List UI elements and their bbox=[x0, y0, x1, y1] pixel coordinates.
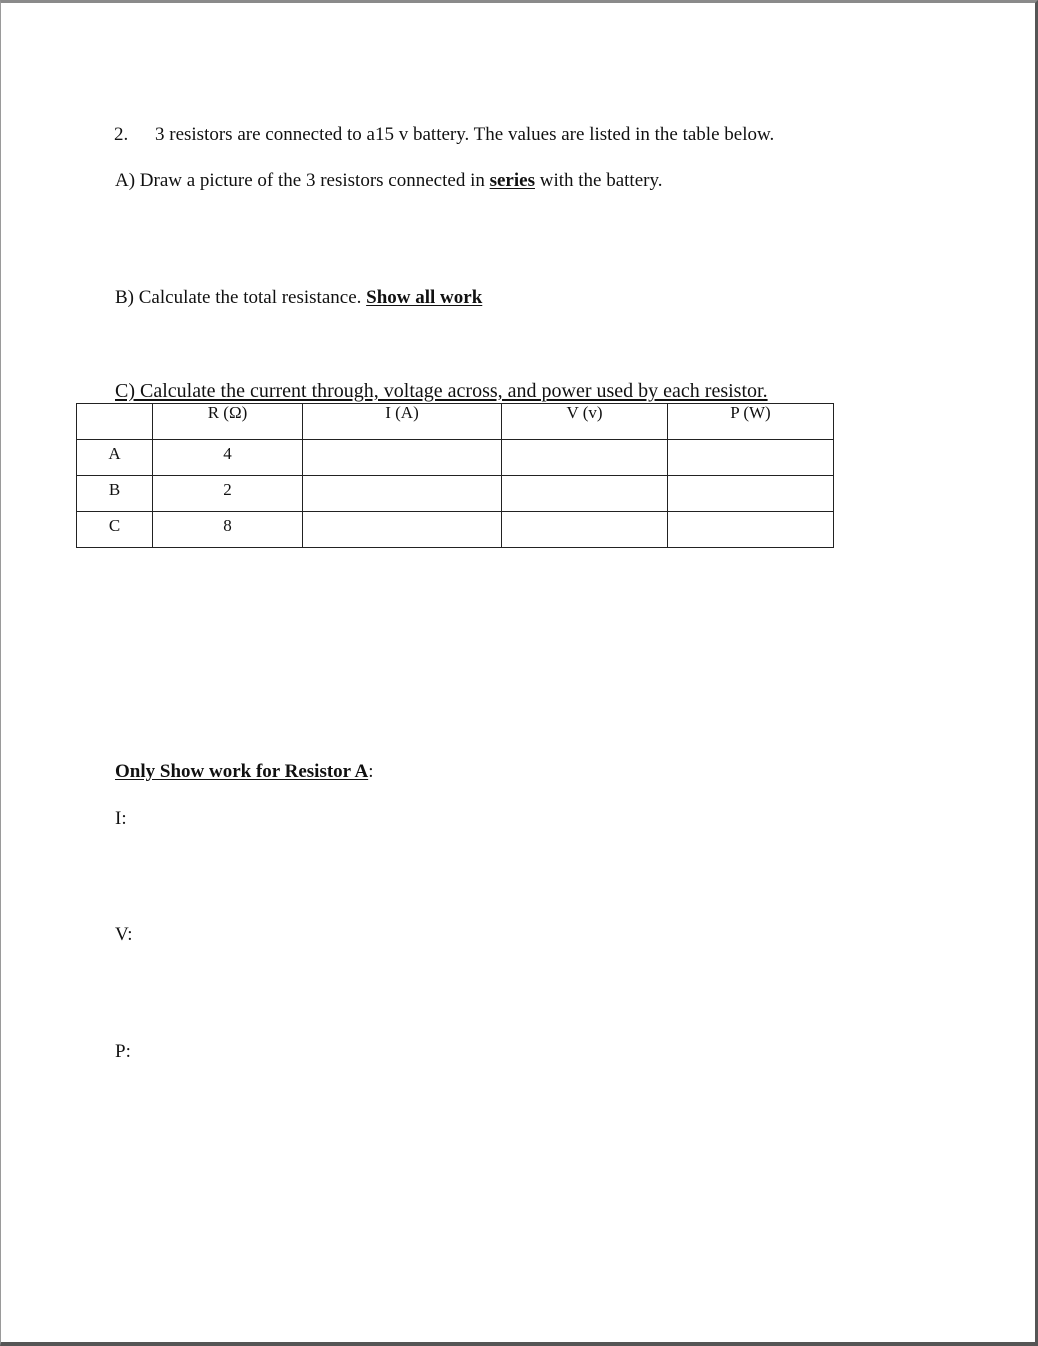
power-cell[interactable] bbox=[668, 440, 834, 476]
voltage-work-label: V: bbox=[115, 924, 133, 945]
current-cell[interactable] bbox=[303, 512, 502, 548]
header-cell-label bbox=[77, 404, 153, 440]
power-cell[interactable] bbox=[668, 512, 834, 548]
part-a-instruction bbox=[115, 170, 662, 192]
question-number: 2. bbox=[114, 124, 129, 145]
part-a-emphasis: series bbox=[489, 170, 535, 191]
current-cell[interactable] bbox=[303, 476, 502, 512]
header-cell-resistance: R (Ω) bbox=[153, 404, 303, 440]
part-b-prefix: B) Calculate the total resistance. bbox=[115, 287, 367, 308]
part-b-instruction bbox=[115, 287, 482, 309]
power-work-label: P: bbox=[115, 1041, 131, 1062]
power-cell[interactable] bbox=[668, 476, 834, 512]
voltage-cell[interactable] bbox=[502, 440, 668, 476]
part-c-instruction: C) Calculate the current through, voltage across, and power used by each resistor. bbox=[115, 380, 768, 402]
part-b-emphasis: Show all work bbox=[366, 287, 483, 308]
question-line bbox=[114, 124, 774, 146]
voltage-cell[interactable] bbox=[502, 512, 668, 548]
header-cell-power: P (W) bbox=[668, 404, 834, 440]
table-row bbox=[77, 440, 834, 476]
work-heading bbox=[115, 761, 373, 783]
part-a-suffix: with the battery. bbox=[534, 170, 663, 191]
resistance-cell: 4 bbox=[153, 440, 303, 476]
table-row bbox=[77, 476, 834, 512]
work-heading-colon: : bbox=[368, 761, 374, 782]
question-text: 3 resistors are connected to a15 v battery. The values are listed in the table below. bbox=[155, 124, 775, 145]
resistance-cell: 2 bbox=[153, 476, 303, 512]
work-heading-text: Only Show work for Resistor A bbox=[115, 761, 369, 782]
table-row bbox=[77, 512, 834, 548]
current-cell[interactable] bbox=[303, 440, 502, 476]
header-cell-current: I (A) bbox=[303, 404, 502, 440]
resistance-cell: 8 bbox=[153, 512, 303, 548]
part-a-prefix: A) Draw a picture of the 3 resistors connected in bbox=[115, 170, 490, 191]
header-cell-voltage: V (v) bbox=[502, 404, 668, 440]
resistor-table bbox=[76, 403, 834, 548]
row-label: A bbox=[77, 440, 153, 476]
row-label: B bbox=[77, 476, 153, 512]
row-label: C bbox=[77, 512, 153, 548]
table-header-row bbox=[77, 404, 834, 440]
current-work-label: I: bbox=[115, 808, 127, 829]
voltage-cell[interactable] bbox=[502, 476, 668, 512]
